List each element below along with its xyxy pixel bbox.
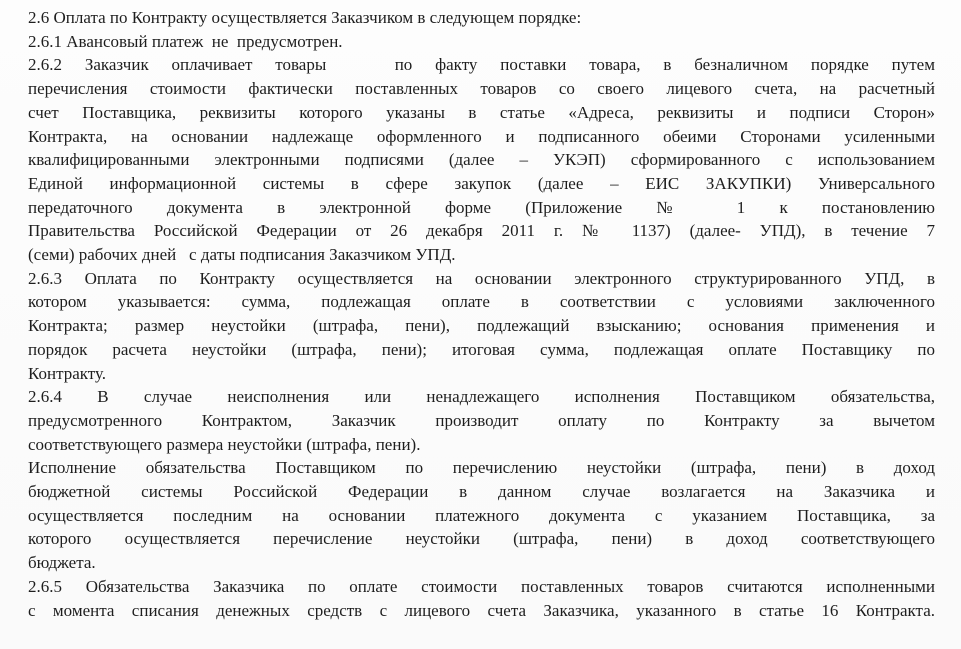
text-line: перечисления стоимости фактически поставленных товаров со своего лицевого счета, на расчетный [28, 79, 935, 99]
text-line: передаточного документа в электронной форме (Приложение № 1 к постановлению [28, 197, 935, 217]
clause-2.6.4 [28, 385, 935, 456]
text-line: 2.6.1 Авансовый платеж не предусмотрен. [28, 31, 343, 51]
text-line: порядок расчета неустойки (штрафа, пени); итоговая сумма, подлежащая оплате Поставщику по [28, 339, 935, 359]
clause-2.6.1 [28, 30, 935, 54]
text-line: соответствующего размера неустойки (штрафа, пени). [28, 434, 421, 454]
clause-2.6.3 [28, 267, 935, 386]
text-line: бюджетной системы Российской Федерации в данном случае возлагается на Заказчика и [28, 482, 935, 502]
text-line: Правительства Российской Федерации от 26 декабря 2011 г. № 1137) (далее- УПД), в течение 7 [28, 221, 935, 241]
text-line: которого осуществляется перечисление неустойки (штрафа, пени) в доход соответствующего [28, 529, 935, 549]
text-line: 2.6.4 В случае неисполнения или ненадлежащего исполнения Поставщиком обязательства, [28, 387, 935, 407]
text-line: котором указывается: сумма, подлежащая оплате в соответствии с условиями заключенного [28, 292, 935, 312]
text-line: квалифицированными электронными подписями (далее – УКЭП) сформированного с использованием [28, 150, 935, 170]
clause-2.6 [28, 6, 935, 30]
text-line: Контракта, на основании надлежаще оформленного и подписанного обеими Сторонами усиленными [28, 126, 935, 146]
contract-text [28, 6, 935, 622]
text-line: предусмотренного Контрактом, Заказчик производит оплату по Контракту за вычетом [28, 410, 935, 430]
text-line: 2.6.3 Оплата по Контракту осуществляется на основании электронного структурированного УПД, в [28, 268, 935, 288]
clause-2.6.5 [28, 575, 935, 622]
text-line: счет Поставщика, реквизиты которого указаны в статье «Адреса, реквизиты и подписи Сторон» [28, 102, 935, 122]
clause-2.6.2 [28, 53, 935, 266]
text-line: Единой информационной системы в сфере закупок (далее – ЕИС ЗАКУПКИ) Универсального [28, 173, 935, 193]
text-line: 2.6.5 Обязательства Заказчика по оплате стоимости поставленных товаров считаются исполненными [28, 576, 935, 596]
clause-2.6.4-cont [28, 456, 935, 575]
text-line: с момента списания денежных средств с лицевого счета Заказчика, указанного в статье 16 Контракта. [28, 600, 935, 620]
text-line: 2.6.2 Заказчик оплачивает товары по факту поставки товара, в безналичном порядке путем [28, 55, 935, 75]
text-line: бюджета. [28, 553, 96, 573]
text-line: осуществляется последним на основании платежного документа с указанием Поставщика, за [28, 505, 935, 525]
text-line: Контракту. [28, 363, 107, 383]
text-line: Исполнение обязательства Поставщиком по перечислению неустойки (штрафа, пени) в доход [28, 458, 935, 478]
text-line: 2.6 Оплата по Контракту осуществляется Заказчиком в следующем порядке: [28, 8, 582, 27]
text-line: Контракта; размер неустойки (штрафа, пени), подлежащий взысканию; основания применения и [28, 316, 935, 336]
text-line: (семи) рабочих дней с даты подписания Заказчиком УПД. [28, 245, 456, 265]
